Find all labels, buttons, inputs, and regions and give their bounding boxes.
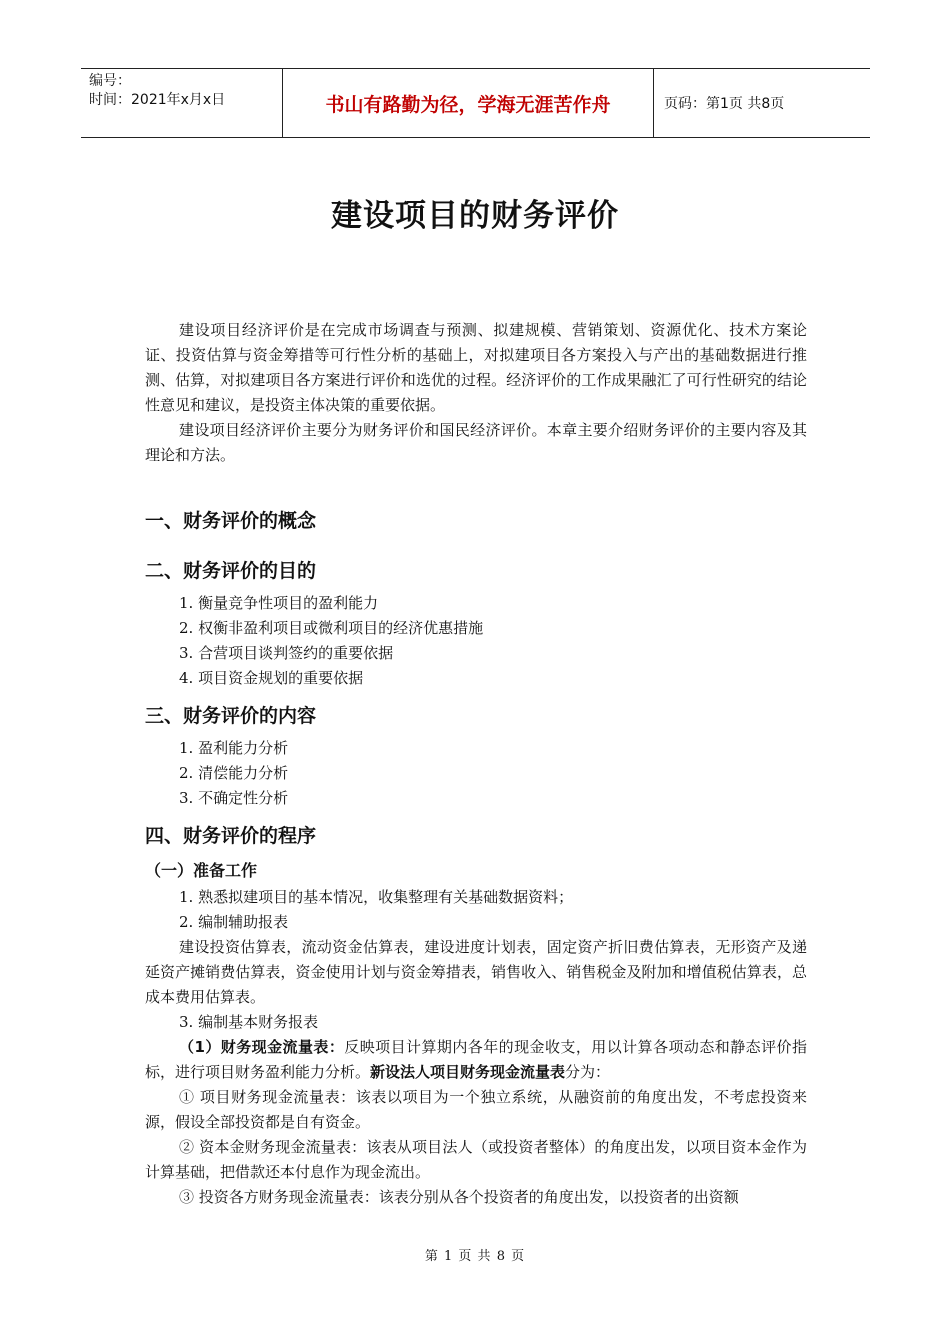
document-body [145, 318, 807, 1210]
cash-flow-type-3: ③ 投资各方财务现金流量表：该表分别从各个投资者的角度出发，以投资者的出资额 [179, 1188, 739, 1206]
list-item: 1. 衡量竞争性项目的盈利能力 [179, 594, 379, 612]
header-left-cell [81, 69, 283, 137]
cash-flow-tail: 分为： [565, 1063, 611, 1081]
time-label: 时间：2021年x月x日 [89, 92, 226, 108]
cash-flow-bold-term: 新设法人项目财务现金流量表 [370, 1063, 566, 1081]
section-4-heading: 四、财务评价的程序 [145, 825, 317, 847]
cash-flow-text: 反映项目计算期内各年的现金收支，用以计算各项动态和静态评价指标，进行项目财务盈利能力分析。 [145, 1038, 807, 1081]
intro-paragraph-2: 建设项目经济评价主要分为财务评价和国民经济评价。本章主要介绍财务评价的主要内容及其理论和方法。 [145, 421, 807, 464]
step-2-description: 建设投资估算表，流动资金估算表，建设进度计划表，固定资产折旧费估算表，无形资产及递延资产摊销费估算表，资金使用计划与资金筹措表，销售收入、销售税金及附加和增值税估算表，总成本费用估算表。 [145, 938, 807, 1006]
cash-flow-label: （1）财务现金流量表： [179, 1038, 345, 1056]
page-footer: 第 1 页 共 8 页 [424, 1249, 526, 1264]
list-item: 1. 盈利能力分析 [179, 739, 289, 757]
list-item: 3. 合营项目谈判签约的重要依据 [179, 644, 394, 662]
header-table [81, 68, 870, 138]
cash-flow-type-2: ② 资本金财务现金流量表：该表从项目法人（或投资者整体）的角度出发，以项目资本金作为计算基础，把借款还本付息作为现金流出。 [145, 1138, 807, 1181]
number-label: 编号： [89, 73, 131, 89]
section-1-heading: 一、财务评价的概念 [145, 510, 317, 532]
page-info: 页码：第1页 共8页 [664, 96, 785, 112]
subsection-heading: （一）准备工作 [145, 861, 258, 880]
list-item: 3. 不确定性分析 [179, 789, 289, 807]
list-item: 2. 清偿能力分析 [179, 764, 289, 782]
cash-flow-type-1: ① 项目财务现金流量表：该表以项目为一个独立系统，从融资前的角度出发，不考虑投资来源，假设全部投资都是自有资金。 [145, 1088, 807, 1131]
list-item: 4. 项目资金规划的重要依据 [179, 669, 364, 687]
section-3-heading: 三、财务评价的内容 [145, 705, 317, 727]
motto: 书山有路勤为径，学海无涯苦作舟 [283, 69, 654, 137]
section-2-heading: 二、财务评价的目的 [145, 560, 317, 582]
list-item: 2. 权衡非盈利项目或微利项目的经济优惠措施 [179, 619, 484, 637]
step-2: 2. 编制辅助报表 [179, 913, 289, 931]
cash-flow-paragraph [145, 1035, 807, 1085]
intro-paragraph-1: 建设项目经济评价是在完成市场调查与预测、拟建规模、营销策划、资源优化、技术方案论证、投资估算与资金筹措等可行性分析的基础上，对拟建项目各方案投入与产出的基础数据进行推测、估算，对拟建项目各方案进行评价和选优的过程。经济评价的工作成果融汇了可行性研究的结论性意见和建议，是投资主体决策的重要依据。 [145, 321, 807, 414]
step-1: 1. 熟悉拟建项目的基本情况，收集整理有关基础数据资料； [179, 888, 574, 906]
page-title: 建设项目的财务评价 [331, 198, 619, 234]
step-3: 3. 编制基本财务报表 [179, 1013, 319, 1031]
